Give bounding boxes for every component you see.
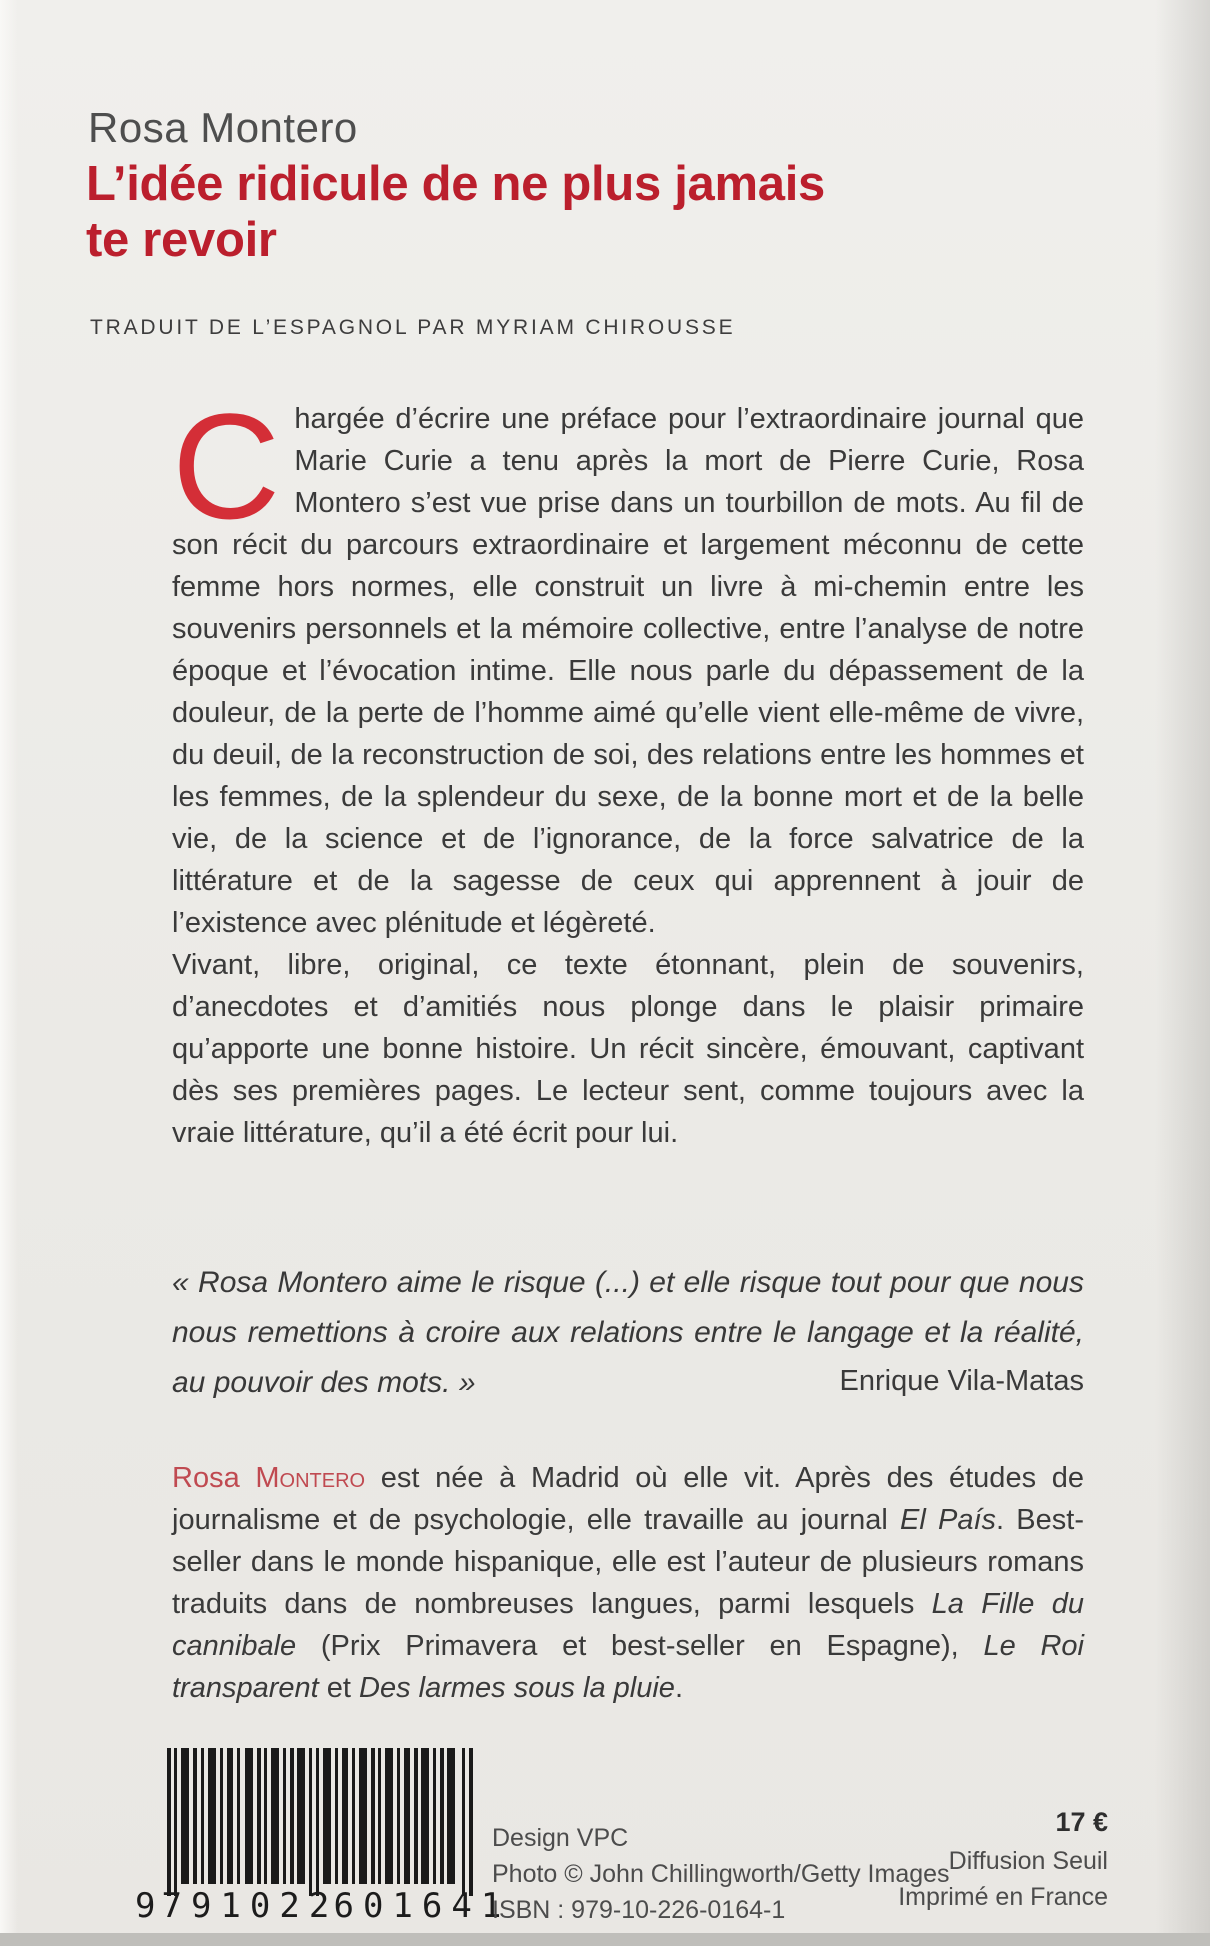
review-quote-text: « Rosa Montero aime le risque (...) et elle risque tout pour que nous nous remettions à croire aux relations entre le langage et la réalité, au pouvoir des mots. » — [172, 1266, 1084, 1399]
bio-book-title: Le Roi transparent — [172, 1630, 1084, 1704]
printed-in: Imprimé en France — [898, 1883, 1108, 1911]
synopsis-text-1: hargée d’écrire une préface pour l’extraordinaire journal que Marie Curie a tenu après la mort de Pierre Curie, Rosa Montero s’est vue prise dans un tourbillon de mots. Au fil de son récit du parcours extraordinaire et largement méconnu de cette femme hors normes, elle construit un livre à mi-chemin entre les souvenirs personnels et la mémoire collective, entre l’analyse de notre époque et l’évocation intime. Elle nous parle du dépassement de la douleur, de la perte de l’homme aimé qu’elle vient elle-même de vivre, du deuil, de la reconstruction de soi, des relations entre les hommes et les femmes, de la splendeur du sexe, de la bonne mort et de la belle vie, de la science et de l’ignorance, de la force salvatrice de la littérature et de la sagesse de ceux qui apprennent à jouir de l’existence avec plénitude et légèreté. — [172, 403, 1084, 939]
bio-text: et — [318, 1672, 360, 1704]
bio-author-name: Rosa Montero — [172, 1462, 366, 1494]
distributor: Diffusion Seuil — [948, 1847, 1108, 1875]
book-title — [86, 156, 825, 268]
quote-attribution: Enrique Vila-Matas — [839, 1365, 1084, 1397]
bio-book-title: Des larmes sous la pluie — [359, 1672, 675, 1704]
imprint-credits — [492, 1820, 950, 1928]
synopsis-paragraph-1 — [172, 382, 1084, 944]
barcode-digits — [135, 1886, 511, 1926]
book-title-line-1: L’idée ridicule de ne plus jamais — [86, 157, 825, 211]
barcode-digit-group-2: 601641 — [333, 1886, 511, 1926]
barcode-digit-group-1: 791022 — [161, 1886, 339, 1926]
bio-text: . — [674, 1672, 683, 1704]
drop-cap: C — [172, 382, 281, 550]
author-name: Rosa Montero — [88, 104, 358, 151]
author-bio — [172, 1457, 1084, 1709]
bio-text: est née à Madrid où elle vit. Après des études de journalisme et de psychologie, elle travaille au journal — [172, 1462, 1084, 1536]
photo-credit: Photo © John Chillingworth/Getty Images — [492, 1860, 950, 1888]
publisher-info — [898, 1804, 1108, 1915]
bio-book-title: El País — [900, 1504, 997, 1536]
bio-book-title: La Fille du cannibale — [172, 1588, 1084, 1662]
synopsis-paragraph-2: Vivant, libre, original, ce texte étonnant, plein de souvenirs, d’anecdotes et d’amitiés nous plonge dans le plaisir primaire qu’apporte une bonne histoire. Un récit sincère, émouvant, captivant dès ses premières pages. Le lecteur sent, comme toujours avec la vraie littérature, qu’il a été écrit pour lui. — [172, 949, 1084, 1149]
bio-text: (Prix Primavera et best-seller en Espagne), — [296, 1630, 984, 1662]
book-title-line-2: te revoir — [86, 213, 277, 267]
page-left-edge — [0, 0, 18, 1946]
price: 17 € — [1055, 1807, 1108, 1837]
barcode — [135, 1748, 511, 1926]
isbn: ISBN : 979-10-226-0164-1 — [492, 1896, 786, 1924]
page-right-edge — [1155, 0, 1210, 1946]
barcode-bars — [167, 1748, 479, 1898]
review-quote — [172, 1258, 1084, 1408]
page-bottom-edge — [0, 1933, 1210, 1946]
design-credit: Design VPC — [492, 1824, 629, 1852]
synopsis — [172, 382, 1084, 1154]
barcode-digit-lead: 9 — [135, 1886, 156, 1926]
translator-credit: TRADUIT DE L’ESPAGNOL PAR MYRIAM CHIROUSSE — [90, 316, 736, 339]
bio-text: . Best-seller dans le monde hispanique, elle est l’auteur de plusieurs romans traduits dans de nombreuses langues, parmi lesquels — [172, 1504, 1084, 1620]
